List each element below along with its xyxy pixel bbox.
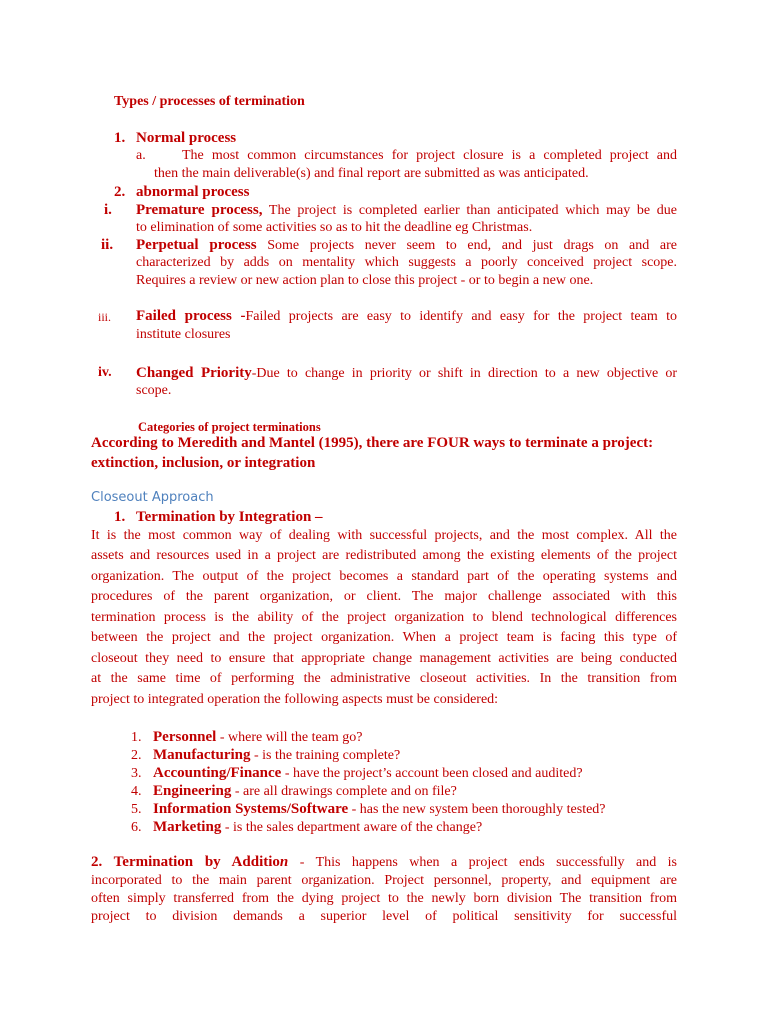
aspect-desc: - have the project’s account been closed and audited? <box>281 766 583 781</box>
addition-line: project to division demands a superior level of political sensitivity for successful <box>91 909 677 924</box>
roman-marker: iii. <box>98 310 112 324</box>
integration-line: assets and resources used in a project are redistributed among the existing elements of the project <box>91 548 677 563</box>
changed-line <box>136 365 677 382</box>
normal-process-title: Normal process <box>136 130 237 146</box>
meredith-line: extinction, inclusion, or integration <box>91 455 316 471</box>
aspect-title: Engineering <box>153 783 232 799</box>
changed-text-line: scope. <box>136 383 172 398</box>
aspect-desc: - are all drawings complete and on file? <box>231 784 457 799</box>
aspect-item <box>153 747 400 764</box>
perpetual-text-line: characterized by adds on mentality which suggests a poorly conceived project scope. <box>136 255 677 270</box>
item-number: 1. <box>114 130 126 146</box>
aspect-number: 1. <box>131 730 142 745</box>
abnormal-process-title: abnormal process <box>136 184 250 200</box>
aspect-number: 3. <box>131 766 142 781</box>
aspect-title: Personnel <box>153 729 217 745</box>
addition-line <box>91 854 677 871</box>
categories-heading: Categories of project terminations <box>138 420 321 434</box>
premature-line <box>136 202 677 219</box>
integration-line: at the same time of performing the administrative closeout activities. In the transition from <box>91 671 677 686</box>
aspect-number: 5. <box>131 802 142 817</box>
failed-text: Failed projects are easy to identify and easy for the project team to <box>245 309 677 324</box>
aspect-item <box>153 819 482 836</box>
aspect-item <box>153 729 363 746</box>
item-number: 2. <box>114 184 126 200</box>
aspect-desc: - where will the team go? <box>216 730 363 745</box>
sub-marker: a. <box>136 148 146 163</box>
aspect-item <box>153 783 457 800</box>
roman-marker: iv. <box>98 365 112 380</box>
aspect-title: Information Systems/Software <box>153 801 349 817</box>
failed-title: Failed process - <box>136 308 246 324</box>
integration-line: organization. The output of the project becomes a standard part of the operating systems and <box>91 569 677 584</box>
premature-text-line: to elimination of some activities so as to hit the deadline eg Christmas. <box>136 220 533 235</box>
roman-marker: i. <box>104 202 112 218</box>
integration-line: procedures of the parent organization, or client. The major challenge associated with this <box>91 589 677 604</box>
aspect-item <box>153 765 583 782</box>
normal-text-line: The most common circumstances for project closure is a completed project and <box>182 148 677 163</box>
roman-marker: ii. <box>101 237 114 253</box>
aspect-number: 4. <box>131 784 142 799</box>
perpetual-text-line: Requires a review or new action plan to close this project - or to begin a new one. <box>136 273 594 288</box>
changed-title: Changed Priority <box>136 365 252 381</box>
integration-line: between the project and the project organization. When a project team is facing this type of <box>91 630 677 645</box>
integration-line: closeout they need to ensure that appropriate change management activities are being conducted <box>91 651 677 666</box>
aspect-title: Marketing <box>153 819 222 835</box>
perpetual-line <box>136 237 677 254</box>
aspect-title: Accounting/Finance <box>153 765 282 781</box>
perpetual-text: Some projects never seem to end, and just drags on and are <box>256 238 677 253</box>
aspect-desc: - has the new system been thoroughly tested? <box>348 802 606 817</box>
changed-text: -Due to change in priority or shift in direction to a new objective or <box>251 366 677 381</box>
addition-line: often simply transferred from the dying project to the newly born division The transition from <box>91 891 677 906</box>
addition-line: incorporated to the main parent organization. Project personnel, property, and equipment are <box>91 873 677 888</box>
failed-line <box>136 308 677 325</box>
aspect-number: 6. <box>131 820 142 835</box>
aspect-item <box>153 801 606 818</box>
item-number: 1. <box>114 509 126 525</box>
perpetual-title: Perpetual process <box>136 237 257 253</box>
premature-text: The project is completed earlier than anticipated which may be due <box>262 203 677 218</box>
aspect-number: 2. <box>131 748 142 763</box>
failed-text-line: institute closures <box>136 327 231 342</box>
integration-line: termination process is the ability of the project organization to blend technological differences <box>91 610 677 625</box>
addition-title: 2. Termination by Additio <box>91 854 280 870</box>
premature-title: Premature process, <box>136 202 263 218</box>
closeout-heading: Closeout Approach <box>91 490 214 505</box>
integration-line: It is the most common way of dealing with successful projects, and the most complex. All the <box>91 528 677 543</box>
normal-text-line: then the main deliverable(s) and final report are submitted as was anticipated. <box>154 166 589 181</box>
addition-title-italic: n <box>279 854 289 870</box>
aspect-desc: - is the training complete? <box>250 748 401 763</box>
addition-text: - This happens when a project ends successfully and is <box>288 855 677 870</box>
section-heading: Types / processes of termination <box>114 94 305 109</box>
meredith-line: According to Meredith and Mantel (1995), there are FOUR ways to terminate a project: <box>91 435 654 451</box>
integration-title: Termination by Integration – <box>136 509 323 525</box>
integration-line: project to integrated operation the following aspects must be considered: <box>91 692 499 707</box>
aspect-desc: - is the sales department aware of the change? <box>221 820 483 835</box>
aspect-title: Manufacturing <box>153 747 251 763</box>
